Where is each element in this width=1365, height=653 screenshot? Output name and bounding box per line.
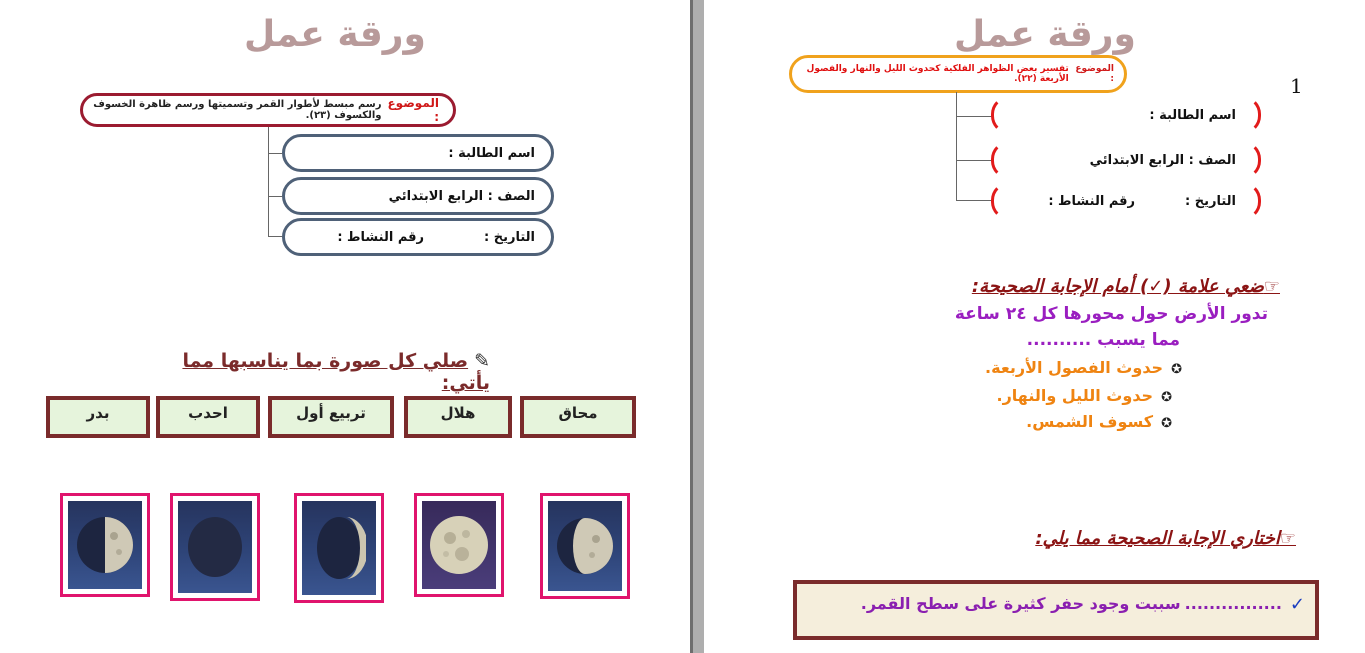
new-moon-image[interactable] [170,493,260,601]
answer-box[interactable] [793,580,1319,640]
student-name-label: اسم الطالبة : [448,145,535,161]
phase-label-box[interactable]: احدب [156,396,260,438]
page-number: 1 [1290,74,1303,98]
student-name-field[interactable] [282,134,554,172]
star-bullet-icon: ✪ [1161,416,1172,431]
half-moon-image[interactable] [60,493,150,597]
moon-new-icon [185,515,245,579]
matching-instruction: ✎صلي كل صورة بما يناسبها مما يأتي: [182,350,490,394]
question-line-1: تدور الأرض حول محورها كل ٢٤ ساعة [954,304,1268,324]
answer-dots: ................ [1184,594,1282,613]
date-label: التاريخ : [484,229,535,245]
phase-label-box[interactable]: بدر [46,396,150,438]
topic-text: تفسير بعض الظواهر الفلكية كحدوث الليل والنهار والفصول الأربعة (٢٢). [806,64,1069,84]
checkmark-icon: ✓ [1289,594,1305,615]
worksheet-title: ورقة عمل [954,14,1136,55]
date-label: التاريخ : [1185,193,1236,209]
tree-connector-branch [956,116,992,117]
grade-label: الصف : الرابع الابتدائي [388,188,535,204]
topic-label: الموضوع : [387,96,439,124]
tree-connector-branch [268,236,282,237]
phase-label-box[interactable]: محاق [520,396,636,438]
choose-instruction: ☞اختاري الإجابة الصحيحة مما يلي: [1035,528,1296,549]
activity-number-label: رقم النشاط : [1048,193,1136,209]
grade-field [282,177,554,215]
half-moon-image[interactable] [540,493,630,599]
tree-connector-branch [268,196,282,197]
crescent-moon-image[interactable] [294,493,384,603]
tree-connector-vertical [268,127,269,237]
pointing-hand-icon: ☞ [1279,528,1296,549]
phase-label-box[interactable]: هلال [404,396,512,438]
topic-label: الموضوع : [1075,64,1114,84]
student-name-label: اسم الطالبة : [1149,107,1236,123]
topic-text: رسم مبسط لأطوار القمر وتسميتها ورسم ظاهرة الخسوف والكسوف (٢٣). [93,99,382,121]
tree-connector-branch [268,153,282,154]
answer-text: سببت وجود حفر كثيرة على سطح القمر. [860,594,1181,613]
activity-number-label: رقم النشاط : [337,229,425,245]
moon-full-icon [428,514,490,576]
option-item[interactable]: ✪حدوث الفصول الأربعة. [985,358,1182,377]
moon-crescent-icon [312,513,366,583]
moon-gibbous-icon [554,515,616,577]
option-item[interactable]: ✪كسوف الشمس. [1026,412,1172,431]
tree-connector-vertical [956,92,957,200]
phase-label-box[interactable]: تربيع أول [268,396,394,438]
check-instruction: ☞ضعي علامة (✓) أمام الإجابة الصحيحة: [971,276,1280,297]
moon-half-icon [74,514,136,576]
grade-field [991,141,1261,179]
grade-label: الصف : الرابع الابتدائي [1089,152,1236,168]
tree-connector-branch [956,200,992,201]
worksheet-title: ورقة عمل [244,14,426,55]
star-bullet-icon: ✪ [1161,390,1172,405]
pointing-hand-icon: ☞ [1263,276,1280,297]
topic-box [789,55,1127,93]
student-name-field[interactable] [991,96,1261,134]
option-item[interactable]: ✪حدوث الليل والنهار. [996,386,1172,405]
question-line-2: مما يسبب .......... [1026,330,1180,350]
star-bullet-icon: ✪ [1171,362,1182,377]
topic-box [80,93,456,127]
worksheet-page-right [704,0,1365,653]
date-activity-field[interactable] [282,218,554,256]
date-activity-field[interactable] [991,182,1261,220]
tree-connector-branch [956,160,992,161]
full-moon-image[interactable] [414,493,504,597]
page-gutter [690,0,704,653]
pencil-icon: ✎ [474,350,490,372]
